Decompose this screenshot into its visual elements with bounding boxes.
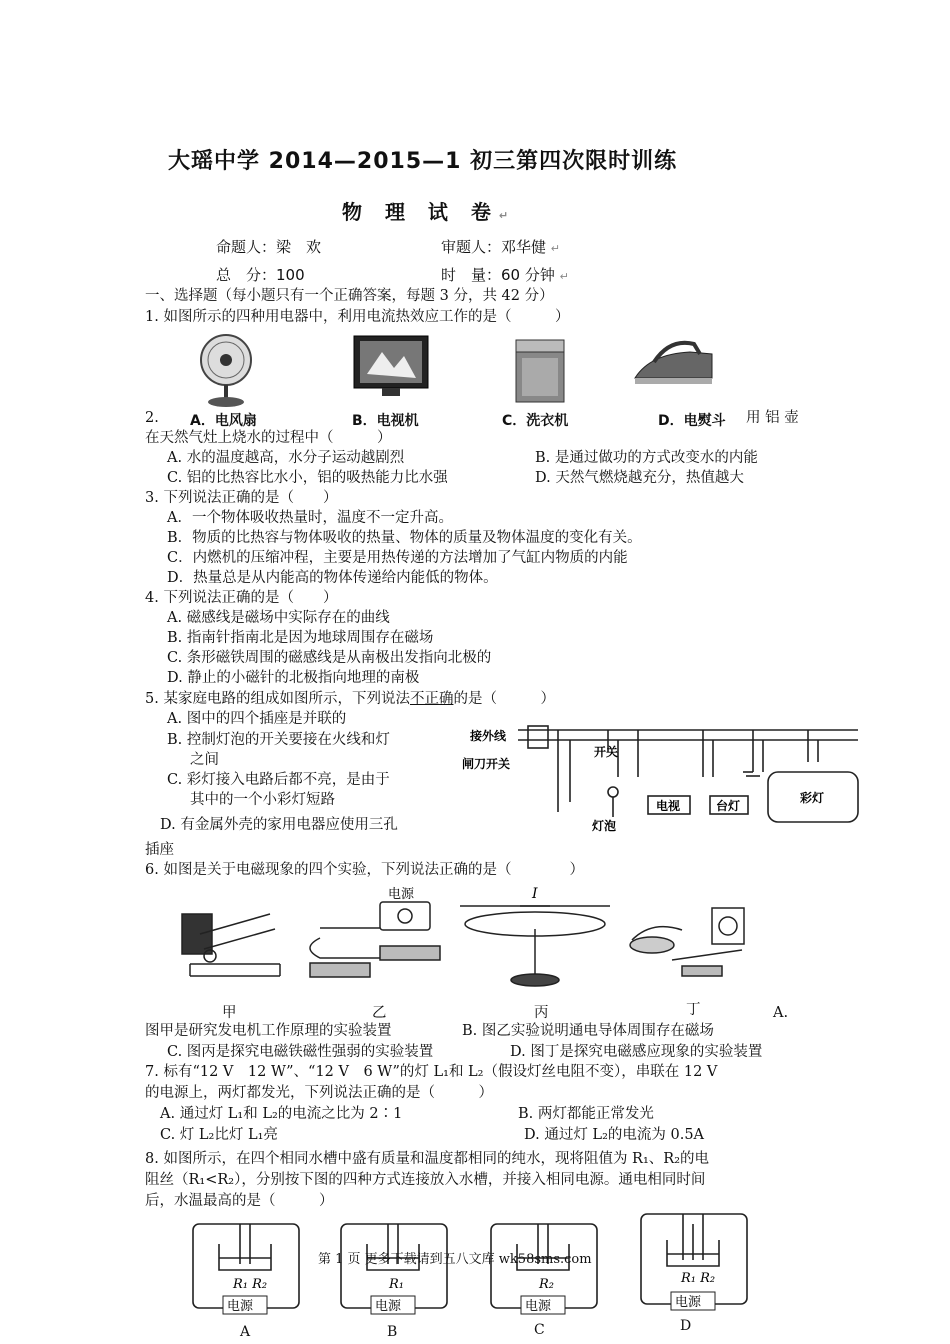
q7-opt-b: B. 两灯都能正常发光 <box>518 1106 654 1122</box>
yi-power-label: 电源 <box>388 887 415 902</box>
score-value: 100 <box>276 266 305 284</box>
q6-opt-a: 图甲是研究发电机工作原理的实验装置 <box>145 1023 392 1039</box>
q2-opt-a: A. 水的温度越高，水分子运动越剧烈 <box>167 450 405 466</box>
q8-label-b: B <box>387 1324 398 1340</box>
fig6-label-jia: 甲 <box>222 1005 237 1021</box>
subtitle-text: 物 理 试 卷 <box>342 200 499 224</box>
q4-opt-b: B. 指南针指南北是因为地球周围存在磁场 <box>167 630 434 646</box>
fig5-switch: 开关 <box>594 745 619 759</box>
q7-line1: 7. 标有“12 V 12 W”、“12 V 6 W”的灯 L₁和 L₂（假设灯丝电阻不变），串联在 12 V <box>145 1064 718 1080</box>
fig5-bulb: 灯泡 <box>592 819 617 833</box>
q7-opt-a: A. 通过灯 L₁和 L₂的电流之比为 2∶1 <box>160 1106 403 1122</box>
q8-label-c: C <box>534 1322 545 1338</box>
q8-line2: 阻丝（R₁<R₂），分别按下图的四种方式连接放入水槽，并接入相同电源。通电相同时间 <box>145 1172 706 1188</box>
time-value: 60 分钟 <box>501 266 555 284</box>
q4-stem: 4. 下列说法正确的是（ ） <box>145 590 338 606</box>
q5-opt-b1: B. 控制灯泡的开关要接在火线和灯 <box>167 732 390 748</box>
q8-figure-c <box>483 1214 605 1322</box>
household-circuit-figure <box>458 722 868 832</box>
time-label: 时 量： <box>441 266 502 284</box>
q5-opt-c1: C. 彩灯接入电路后都不亮，是由于 <box>167 772 390 788</box>
q2-opt-c: C. 铝的比热容比水小，铝的吸热能力比水强 <box>167 470 448 486</box>
q8-figure-d <box>633 1210 755 1318</box>
q2-number: 2. <box>145 410 159 426</box>
q5-opt-c2: 其中的一个小彩灯短路 <box>190 792 335 808</box>
total-score <box>216 264 305 285</box>
q8-c-power: 电源 <box>525 1299 552 1314</box>
fig5-tv: 电视 <box>656 799 681 813</box>
q1-opt-a: A．电风扇 <box>190 413 257 429</box>
q8-line1: 8. 如图所示，在四个相同水槽中盛有质量和温度都相同的纯水，现将阻值为 R₁、R₂的电 <box>145 1151 710 1167</box>
q4-opt-a: A. 磁感线是磁场中实际存在的曲线 <box>167 610 390 626</box>
q1-stem: 1. 如图所示的四种用电器中，利用电流热效应工作的是（ ） <box>145 309 570 325</box>
q8-label-d: D <box>680 1318 692 1334</box>
reviewer: 审题人：邓华健 ↵ <box>441 238 561 256</box>
experiment-yi-figure <box>300 888 450 998</box>
q8-a-resistors: R₁ R₂ <box>233 1277 268 1292</box>
fig6-label-bing: 丙 <box>534 1005 549 1021</box>
q5-stem <box>145 689 555 709</box>
q5-stem-pre: 5. 某家庭电路的组成如图所示，下列说法 <box>145 691 410 707</box>
exam-title: 大瑶中学 2014—2015—1 初三第四次限时训练 <box>168 149 678 174</box>
q5-stem-post: 的是（ ） <box>453 691 555 707</box>
q8-a-power: 电源 <box>227 1299 254 1314</box>
q8-c-resistor: R₂ <box>539 1277 554 1292</box>
bing-current-label: I <box>532 886 538 902</box>
q2-stem: 在天然气灶上烧水的过程中（ ） <box>145 430 392 446</box>
q6-opt-b: B. 图乙实验说明通电导体周围存在磁场 <box>462 1023 714 1039</box>
exam-subtitle: 物 理 试 卷↵ <box>342 200 517 224</box>
q8-d-resistors: R₁ R₂ <box>681 1271 716 1286</box>
q7-opt-c: C. 灯 L₂比灯 L₁亮 <box>160 1127 278 1143</box>
q4-opt-d: D. 静止的小磁针的北极指向地理的南极 <box>167 670 420 686</box>
experiment-jia-figure <box>180 904 290 984</box>
q4-opt-c: C. 条形磁铁周围的磁感线是从南极出发指向北极的 <box>167 650 492 666</box>
author: 命题人：梁 欢 <box>216 238 322 256</box>
q3-opt-d: D．热量总是从内能高的物体传递给内能低的物体。 <box>167 570 498 586</box>
q2-opt-b: B. 是通过做功的方式改变水的内能 <box>535 450 758 466</box>
q1-opt-b: B．电视机 <box>352 413 419 429</box>
page-footer: 第 1 页 更多下载请到五八文库 wk58sms.com <box>318 1252 592 1267</box>
q6-stem: 6. 如图是关于电磁现象的四个实验，下列说法正确的是（ ） <box>145 862 584 878</box>
q2-tail: 用 铝 壶 <box>746 410 799 426</box>
q5-stem-underlined: 不正确 <box>409 691 454 707</box>
fig5-line-in: 接外线 <box>470 729 507 743</box>
score-label: 总 分： <box>216 266 277 284</box>
reviewer-text: 审题人：邓华健 <box>441 238 547 256</box>
fig5-lights: 彩灯 <box>800 791 825 805</box>
q6-opt-d: D. 图丁是探究电磁感应现象的实验装置 <box>510 1044 763 1060</box>
experiment-bing-figure <box>460 884 610 999</box>
q6-opt-a-lead: A. <box>773 1005 789 1021</box>
q8-d-power: 电源 <box>675 1295 702 1310</box>
time-limit: 时 量：60 分钟 ↵ <box>441 266 569 284</box>
fan-image <box>196 332 260 408</box>
fig6-label-ding: 丁 <box>686 1002 701 1018</box>
q3-opt-a: A．一个物体吸收热量时，温度不一定升高。 <box>167 510 453 526</box>
q6-opt-c: C. 图丙是探究电磁铁磁性强弱的实验装置 <box>167 1044 434 1060</box>
q5-opt-b2: 之间 <box>190 752 219 768</box>
q2-opt-d: D. 天然气燃烧越充分，热值越大 <box>535 470 744 486</box>
q8-label-a: A <box>240 1324 251 1340</box>
q8-b-power: 电源 <box>375 1299 402 1314</box>
fig5-lamp: 台灯 <box>716 799 741 813</box>
q8-figure-b <box>333 1214 455 1322</box>
fig6-label-yi: 乙 <box>372 1005 387 1021</box>
experiment-ding-figure <box>622 900 752 988</box>
iron-image <box>630 334 720 396</box>
q3-stem: 3. 下列说法正确的是（ ） <box>145 490 338 506</box>
q8-figure-a <box>185 1214 307 1322</box>
q5-opt-d1: D. 有金属外壳的家用电器应使用三孔 <box>160 817 398 833</box>
section-heading: 一、选择题（每小题只有一个正确答案，每题 3 分，共 42 分） <box>145 288 554 304</box>
q5-opt-a: A. 图中的四个插座是并联的 <box>167 711 347 727</box>
q8-b-resistor: R₁ <box>389 1277 404 1292</box>
q7-line2: 的电源上，两灯都发光，下列说法正确的是（ ） <box>145 1085 493 1101</box>
tv-image <box>352 334 432 400</box>
q3-opt-c: C．内燃机的压缩冲程，主要是用热传递的方法增加了气缸内物质的内能 <box>167 550 628 566</box>
q8-line3: 后，水温最高的是（ ） <box>145 1193 334 1209</box>
washer-image <box>512 338 568 404</box>
fig5-knife: 闸刀开关 <box>462 757 511 771</box>
q1-opt-c: C．洗衣机 <box>502 413 569 429</box>
q5-opt-d2: 插座 <box>145 842 174 858</box>
q7-opt-d: D. 通过灯 L₂的电流为 0.5A <box>524 1127 705 1143</box>
q1-opt-d: D．电熨斗 <box>658 413 726 429</box>
q3-opt-b: B．物质的比热容与物体吸收的热量、物体的质量及物体温度的变化有关。 <box>167 530 642 546</box>
